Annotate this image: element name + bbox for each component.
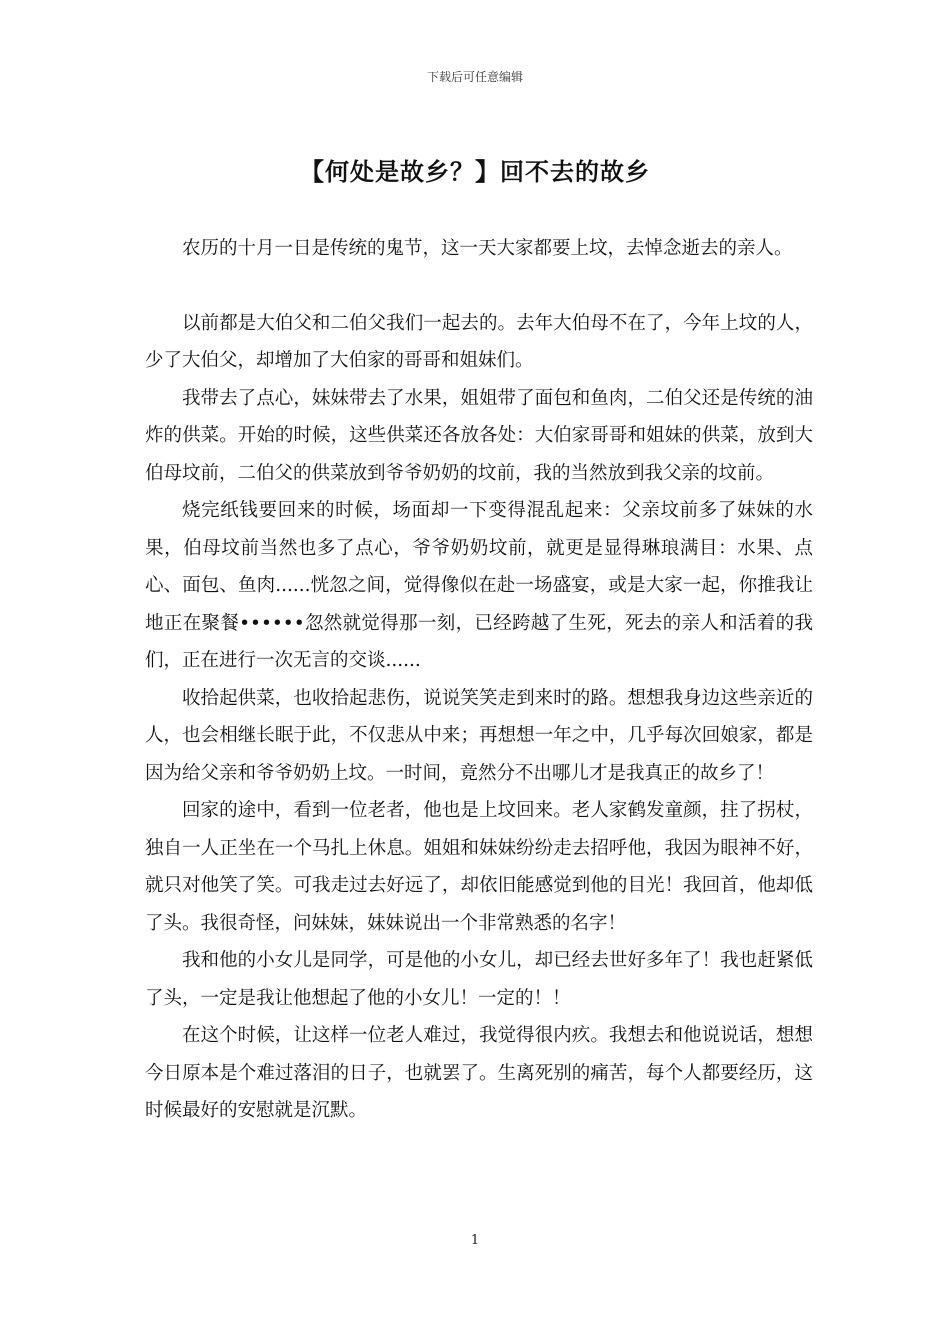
paragraph: 以前都是大伯父和二伯父我们一起去的。去年大伯母不在了，今年上坟的人，少了大伯父，却增加了大伯家的哥哥和姐妹们。 bbox=[145, 312, 813, 371]
document-title: 【何处是故乡？】回不去的故乡 bbox=[300, 158, 650, 186]
paragraph: 我和他的小女儿是同学，可是他的小女儿，却已经去世好多年了！我也赶紧低了头，一定是我让他想起了他的小女儿！一定的！！ bbox=[145, 950, 813, 1009]
paragraph: 收拾起供菜，也收拾起悲伤，说说笑笑走到来时的路。想想我身边这些亲近的人，也会相继长眠于此，不仅悲从中来；再想想一年之中，几乎每次回娘家，都是因为给父亲和爷爷奶奶上坟。一时间，竟然分不出哪儿才是我真正的故乡了！ bbox=[145, 687, 813, 784]
document-body bbox=[145, 230, 813, 1130]
paragraph: 农历的十月一日是传统的鬼节，这一天大家都要上坟，去悼念逝去的亲人。 bbox=[182, 238, 793, 259]
paragraph: 回家的途中，看到一位老者，他也是上坟回来。老人家鹤发童颜，拄了拐杖，独自一人正坐在一个马扎上休息。姐姐和妹妹纷纷走去招呼他，我因为眼神不好，就只对他笑了笑。可我走过去好远了，却依旧能感觉到他的目光！我回首，他却低了头。我很奇怪，问妹妹，妹妹说出一个非常熟悉的名字！ bbox=[145, 800, 813, 934]
paragraph: 在这个时候，让这样一位老人难过，我觉得很内疚。我想去和他说说话，想想今日原本是个难过落泪的日子，也就罢了。生离死别的痛苦，每个人都要经历，这时候最好的安慰就是沉默。 bbox=[145, 1025, 813, 1121]
paragraph: 我带去了点心，妹妹带去了水果，姐姐带了面包和鱼肉，二伯父还是传统的油炸的供菜。开始的时候，这些供菜还各放各处：大伯家哥哥和姐妹的供菜，放到大伯母坟前，二伯父的供菜放到爷爷奶奶的坟前，我的当然放到我父亲的坟前。 bbox=[145, 387, 813, 484]
page-number: 1 bbox=[470, 1233, 480, 1248]
paragraph: 烧完纸钱要回来的时候，场面却一下变得混乱起来：父亲坟前多了妹妹的水果，伯母坟前当然也多了点心，爷爷奶奶坟前，就更是显得琳琅满目：水果、点心、面包、鱼肉......恍忽之间，觉得像似在赴一场盛宴，或是大家一起，你推我让地正在聚餐••••••忽然就觉得那一刻，已经跨越了生死，死去的亲人和活着的我们，正在进行一次无言的交谈...... bbox=[145, 500, 813, 671]
header-note: 下载后可任意编辑 bbox=[426, 70, 523, 84]
